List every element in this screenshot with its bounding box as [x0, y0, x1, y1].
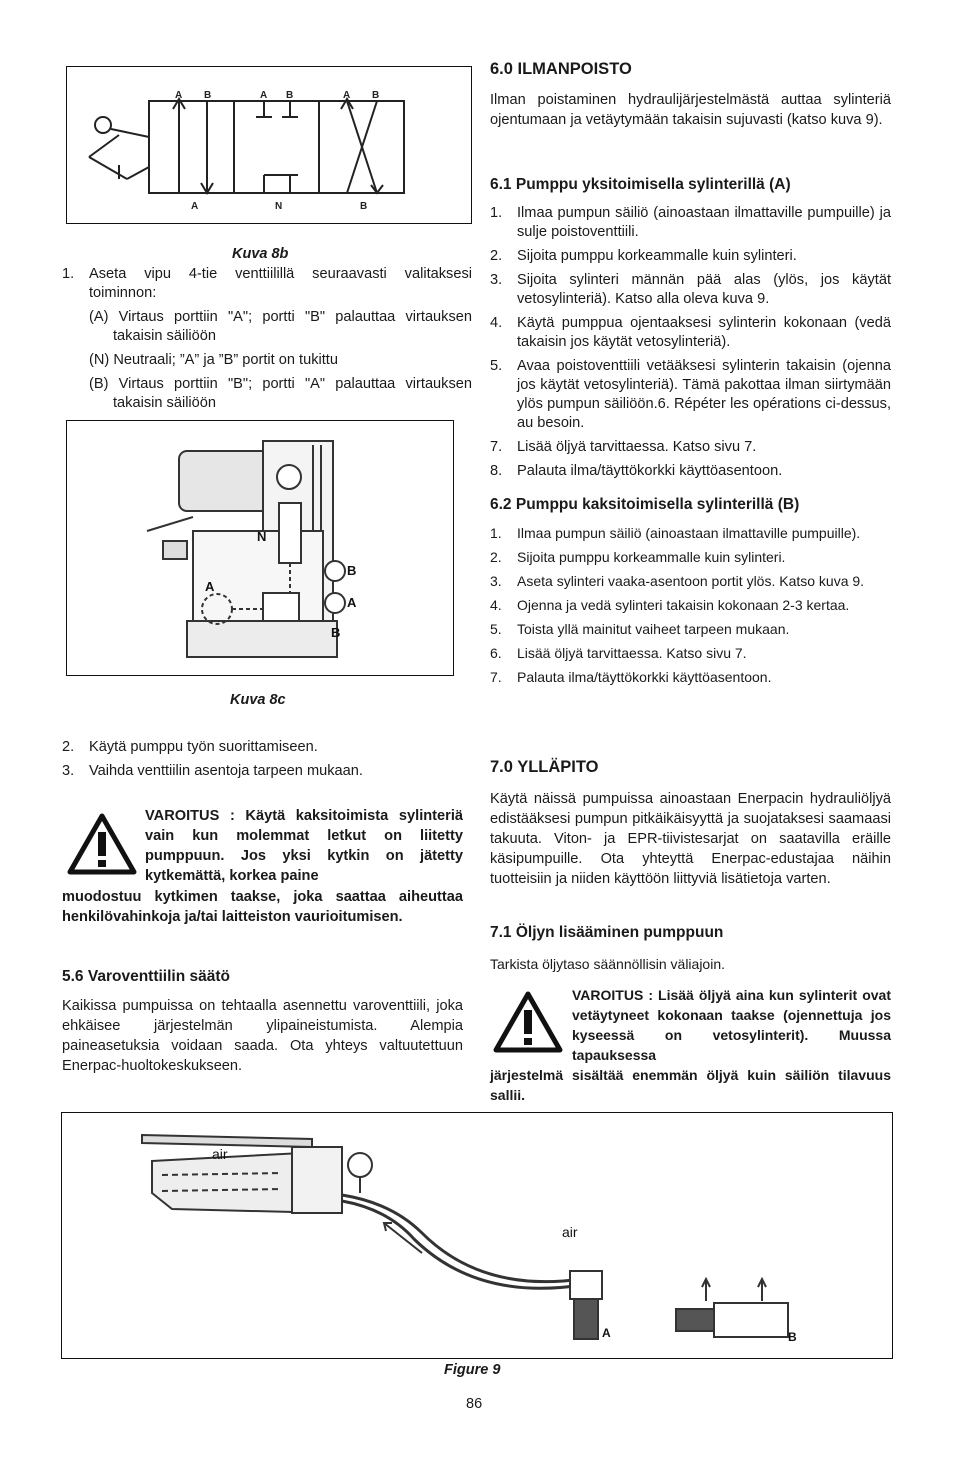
- list-item: 3. Vaihda venttiilin asentoja tarpeen mukaan.: [62, 763, 363, 779]
- list-item: 8. Palauta ilma/täyttökorkki käyttöasentoon.: [490, 463, 783, 479]
- option-n: (N) Neutraali; ”A” ja ”B” portit on tukittu: [89, 352, 338, 368]
- list-item: 5. Toista yllä mainitut vaiheet tarpeen mukaan.: [490, 621, 790, 637]
- caption-figure-9: Figure 9: [444, 1362, 501, 1378]
- section-title: 6.2 Pumppu kaksitoimisella sylinterillä (B): [490, 496, 800, 513]
- warning-1-top: VAROITUS : Käytä kaksitoimista sylinteriä vain kun molemmat letkut on liitetty pumppuun. Jos yksi kytkin on jätetty kytkemättä, korkea paine: [145, 808, 463, 884]
- section-title: 6.0 ILMANPOISTO: [490, 60, 632, 78]
- section-6-1: [490, 176, 891, 486]
- list-item: 1. Ilmaa pumpun säiliö (ainoastaan ilmattaville pumpuille).: [490, 525, 861, 541]
- list-item: 4. Käytä pumppua ojentaaksesi sylinterin kokonaan (vedä takaisin jos käytät vetosylinteriä).: [490, 315, 891, 350]
- section-title: 5.6 Varoventtiilin säätö: [62, 968, 230, 985]
- label-air-1: air: [212, 1146, 228, 1162]
- label-b1: B: [204, 90, 212, 101]
- label-b2: B: [286, 90, 294, 101]
- section-7-0: [490, 758, 891, 889]
- label-a: A: [602, 1326, 611, 1340]
- section-title: 7.1 Öljyn lisääminen pumppuun: [490, 924, 724, 941]
- figure-8c: [66, 420, 454, 676]
- list-item: 7. Palauta ilma/täyttökorkki käyttöasentoon.: [490, 669, 772, 685]
- label-air-2: air: [562, 1224, 578, 1240]
- warning-2-rest: järjestelmä sisältää enemmän öljyä kuin säiliön tilavuus sallii.: [490, 1067, 891, 1103]
- label-n-bottom: N: [275, 201, 283, 212]
- section-title: 7.0 YLLÄPITO: [490, 758, 599, 776]
- warning-triangle-icon: [66, 812, 138, 880]
- bleeding-setup-illustration: [62, 1113, 892, 1358]
- section-6-0: [490, 60, 891, 130]
- option-b: (B) Virtaus porttiin "B"; portti "A" palauttaa virtauksen takaisin säiliöön: [89, 376, 472, 411]
- label-n: N: [257, 529, 267, 544]
- list-item: 1. Ilmaa pumpun säiliö (ainoastaan ilmattaville pumpuille) ja sulje poistoventtiili.: [490, 205, 891, 240]
- list-item: 7. Lisää öljyä tarvittaessa. Katso sivu 7.: [490, 439, 757, 455]
- section-body: Ilman poistaminen hydraulijärjestelmästä auttaa sylinteriä ojentumaan ja vetäytymään takaisin sujuvasti (katso kuva 9).: [490, 92, 891, 128]
- label-a-right: A: [347, 595, 357, 610]
- warning-2-top: VAROITUS : Lisää öljyä aina kun sylinterit ovat vetäytyneet kokonaan taakse (ojennettuja jos kyseessä on vetosylinterit). Muussa tapauksessa: [572, 987, 891, 1063]
- label-a2: A: [260, 90, 268, 101]
- label-b3: B: [372, 90, 380, 101]
- section-5-6: [62, 968, 463, 1076]
- section-7-1: [490, 924, 891, 974]
- pump-valve-illustration: [67, 421, 453, 675]
- list-item: 3. Aseta sylinteri vaaka-asentoon portit ylös. Katso kuva 9.: [490, 573, 865, 589]
- label-a-left: A: [205, 579, 215, 594]
- figure-8b: [66, 66, 472, 224]
- list-item: 6. Lisää öljyä tarvittaessa. Katso sivu 7.: [490, 645, 747, 661]
- warning-triangle-icon: [492, 990, 564, 1058]
- steps-use: [62, 738, 472, 786]
- label-a1: A: [175, 90, 183, 101]
- section-body: Käytä näissä pumpuissa ainoastaan Enerpacin hydrauliöljyä edistääksesi pumpun pitkäikäisyyttä ja suojataksesi saamaasi takuuta. Viton- ja EPR-tiivistesarjat on saatavilla eräille käsipumpuille. Ota yhteyttä Enerpac-edustajaa näihin tuotteisiin ja niiden käyttöön liittyviä lisätietoja varten.: [490, 791, 891, 887]
- caption-kuva-8b: Kuva 8b: [232, 246, 289, 262]
- warning-1-rest: muodostuu kytkimen taakse, joka saattaa aiheuttaa henkilövahinkoja ja/tai laitteiston vaurioitumisen.: [62, 889, 463, 925]
- label-b: B: [788, 1330, 797, 1344]
- list-item: 2. Sijoita pumppu korkeammalle kuin sylinteri.: [490, 549, 786, 565]
- list-item: 2. Sijoita pumppu korkeammalle kuin sylinteri.: [490, 248, 797, 264]
- section-body: Kaikissa pumpuissa on tehtaalla asennettu varoventtiili, joka ehkäisee järjestelmän ylipaineistumista. Alempia paineasetuksia voidaan saada. Ota yhteys valtuutettuun Enerpac-huoltokeskukseen.: [62, 998, 463, 1074]
- label-b: B: [347, 563, 357, 578]
- label-b-bottom: B: [360, 201, 368, 212]
- section-title: 6.1 Pumppu yksitoimisella sylinterillä (A): [490, 176, 791, 193]
- figure-9: [61, 1112, 893, 1359]
- list-item: 4. Ojenna ja vedä sylinteri takaisin kokonaan 2-3 kertaa.: [490, 597, 850, 613]
- list-item: 1. Aseta vipu 4-tie venttiilillä seuraavasti valitaksesi toiminnon:: [62, 266, 472, 301]
- label-a-bottom: A: [191, 201, 199, 212]
- list-item: 2. Käytä pumppu työn suorittamiseen.: [62, 739, 318, 755]
- page-number: 86: [466, 1396, 483, 1412]
- label-b-bottom: B: [331, 625, 341, 640]
- option-a: (A) Virtaus porttiin "A"; portti "B" palauttaa virtauksen takaisin säiliöön: [89, 309, 472, 344]
- caption-kuva-8c: Kuva 8c: [230, 692, 286, 708]
- valve-schematic: [67, 67, 471, 223]
- section-6-2: [490, 496, 891, 692]
- list-item: 3. Sijoita sylinteri männän pää alas (ylös, jos käytät vetosylinteriä). Katso alla oleva kuva 9.: [490, 272, 891, 307]
- label-a3: A: [343, 90, 351, 101]
- list-item: 5. Avaa poistoventtiili vetääksesi sylinterin takaisin (ojenna jos käytät vetosylinteriä). Tämä pakottaa ilman siirtymään ylös pumpun säiliöön.6. Répéter les opérations ci-dessus, au besoin.: [490, 358, 891, 431]
- section-body: Tarkista öljytaso säännöllisin väliajoin.: [490, 956, 726, 972]
- steps-valve: [62, 265, 472, 418]
